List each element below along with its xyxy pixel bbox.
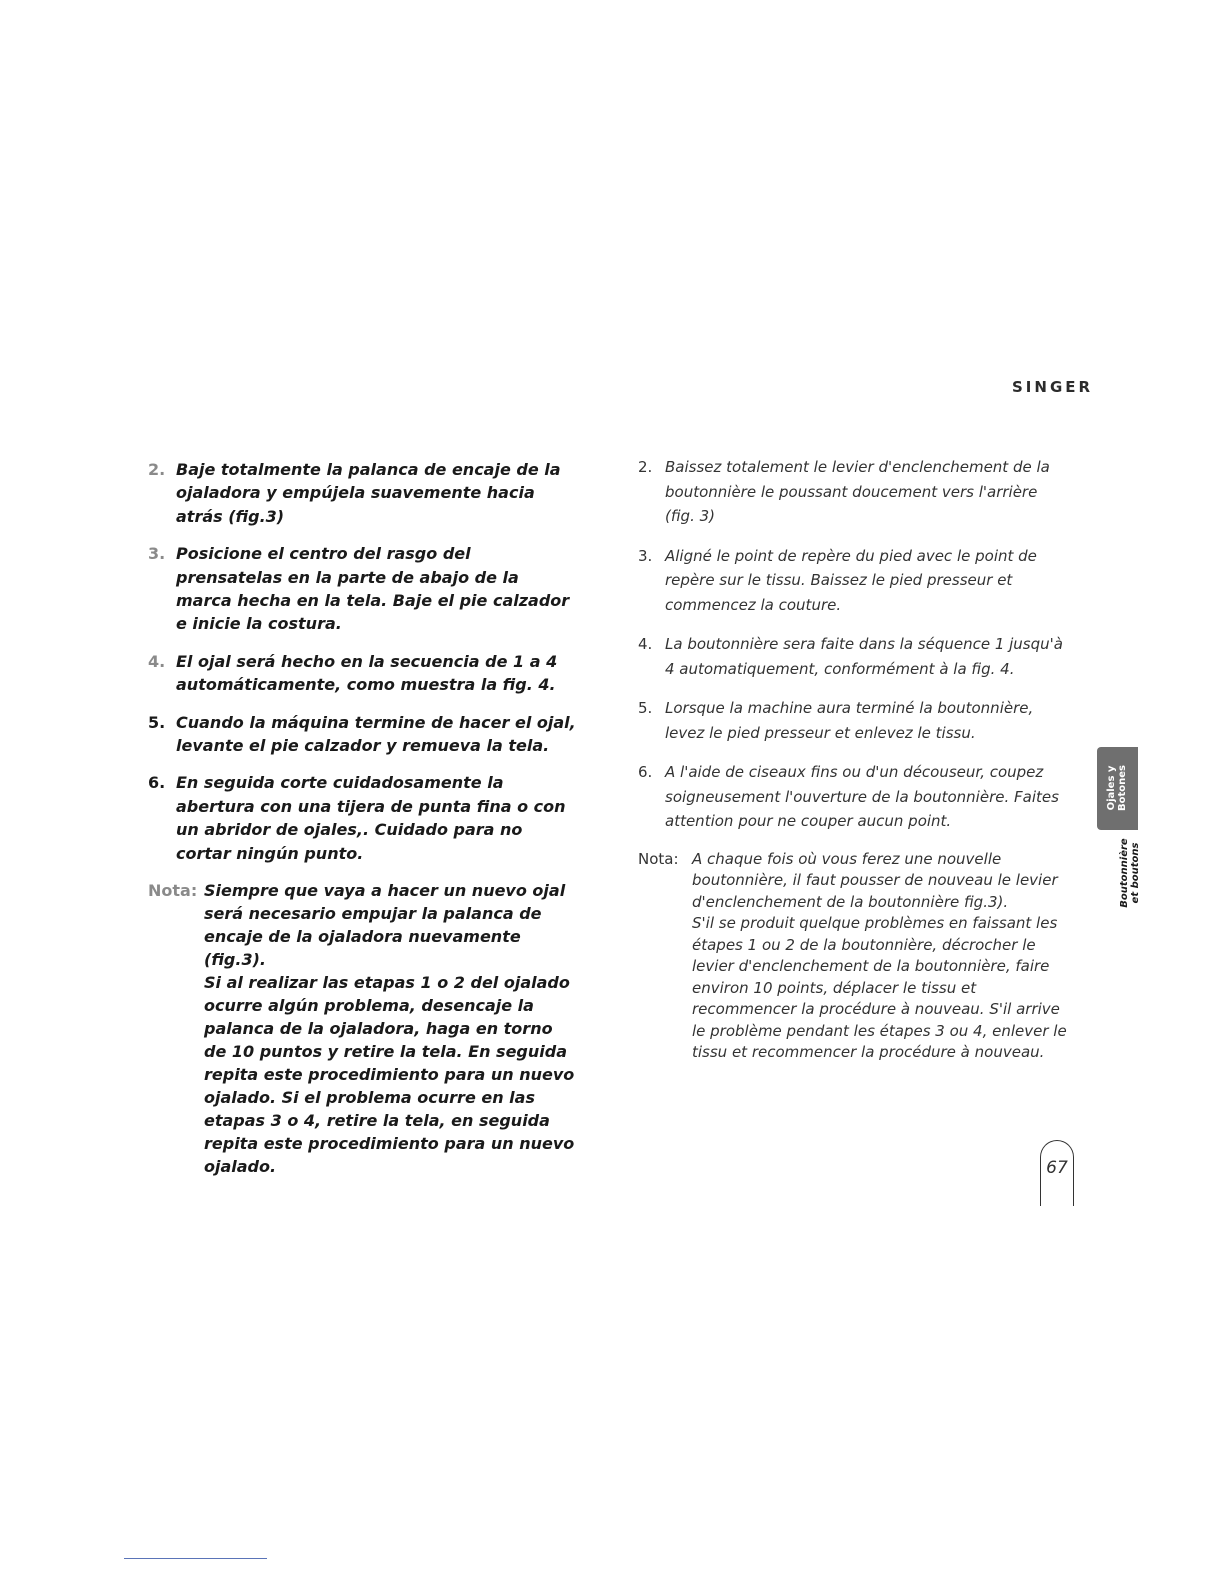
note-paragraph: Siempre que vaya a hacer un nuevo ojal será necesario empujar la palanca de encaje de la ojaladora nuevamente (fig.3). (204, 881, 566, 970)
step-number: 4. (638, 635, 653, 653)
note (148, 879, 578, 1178)
step-number: 5. (148, 712, 166, 732)
section-tab-line: Botones (1117, 765, 1128, 811)
list-item (638, 544, 1070, 618)
list-item (148, 542, 578, 636)
step-text: Baissez totalement le levier d'enclenchement de la boutonnière le poussant doucement vers l'arrière (fig. 3) (665, 458, 1050, 525)
step-number: 2. (148, 460, 166, 479)
page-number-frame (1040, 1140, 1074, 1206)
list-item (638, 760, 1070, 834)
note-paragraph: S'il se produit quelque problèmes en faissant les étapes 1 ou 2 de la boutonnière, décrocher le levier d'enclenchement de la boutonnière, faire environ 10 points, déplacer le tissu et recommencer la procédure à nouveau. S'il arrive le problème pendant les étapes 3 ou 4, enlever le tissu et recommencer la procédure à nouveau. (692, 914, 1067, 1061)
note (638, 849, 1070, 1064)
note-label: Nota: (638, 849, 679, 868)
step-number: 6. (638, 763, 653, 781)
list-item (638, 455, 1070, 529)
french-column (638, 455, 1070, 1064)
step-text: A l'aide de ciseaux fins ou d'un découseur, coupez soigneusement l'ouverture de la boutonnière. Faites attention pour ne couper aucun point. (665, 763, 1059, 830)
step-text: La boutonnière sera faite dans la séquence 1 jusqu'à 4 automatiquement, conformément à la fig. 4. (665, 635, 1063, 678)
list-item (148, 711, 578, 758)
step-text: Posicione el centro del rasgo del prensatelas en la parte de abajo de la marca hecha en la tela. Baje el pie calzador e inicie la costura. (176, 544, 570, 634)
section-tab (1097, 747, 1138, 830)
step-text: En seguida corte cuidadosamente la abertura con una tijera de punta fina o con un abridor de ojales,. Cuidado para no cortar ningún punto. (176, 773, 566, 863)
step-number: 2. (638, 458, 653, 476)
section-side-line: Boutonnière (1119, 838, 1130, 908)
list-item (638, 632, 1070, 681)
step-number: 3. (148, 544, 166, 564)
step-number: 3. (638, 546, 653, 565)
section-side-line: et boutons (1130, 842, 1141, 904)
note-paragraph: A chaque fois où vous ferez une nouvelle boutonnière, il faut pousser de nouveau le levier d'enclenchement de la boutonnière fig.3). (692, 849, 1058, 911)
brand-name: SINGER (1012, 378, 1094, 396)
step-number: 5. (638, 699, 653, 717)
section-tab-label (1106, 765, 1128, 811)
step-text: Cuando la máquina termine de hacer el ojal, levante el pie calzador y remueva la tela. (176, 712, 576, 756)
list-item (148, 650, 578, 697)
step-number: 6. (148, 773, 166, 793)
list-item (638, 696, 1070, 745)
step-text: El ojal será hecho en la secuencia de 1 a 4 automáticamente, como muestra la fig. 4. (176, 651, 558, 695)
footer-divider (124, 1558, 267, 1559)
page-number: 67 (1046, 1158, 1068, 1178)
list-item (148, 771, 578, 865)
step-text: Lorsque la machine aura terminé la boutonnière, levez le pied presseur et enlevez le tissu. (665, 699, 1034, 742)
section-tab-line: Ojales y (1106, 765, 1117, 811)
step-number: 4. (148, 651, 166, 671)
note-paragraph: Si al realizar las etapas 1 o 2 del ojalado ocurre algún problema, desencaje la palanca de la ojaladora, haga en torno de 10 puntos y retire la tela. En seguida repita este procedimiento para un nuevo ojalado. Si el problema ocurre en las etapas 3 o 4, retire la tela, en seguida repita este procedimiento para un nuevo ojalado. (204, 973, 575, 1177)
step-text: Aligné le point de repère du pied avec le point de repère sur le tissu. Baissez le pied presseur et commencez la couture. (665, 546, 1037, 614)
section-side-label (1119, 838, 1141, 907)
note-label: Nota: (148, 881, 198, 901)
spanish-column (148, 458, 578, 1178)
step-text: Baje totalmente la palanca de encaje de la ojaladora y empújela suavemente hacia atrás (fig.3) (176, 460, 561, 526)
list-item (148, 458, 578, 528)
